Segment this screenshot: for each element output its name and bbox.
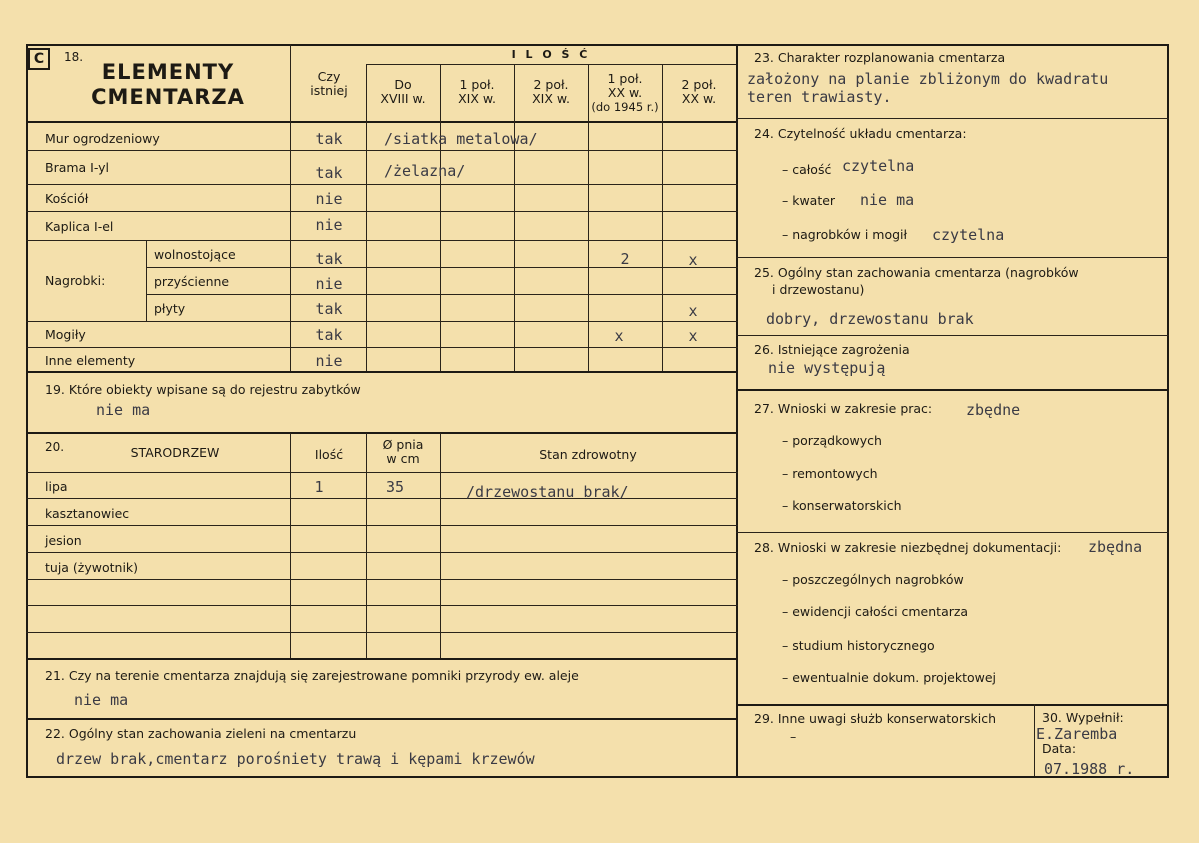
tree-diam-lipa: 35 <box>385 478 405 496</box>
q23-label: 23. Charakter rozplanowania cmentarza <box>754 50 1006 65</box>
q24-item-label-1: – całość <box>782 162 832 177</box>
note-mur: /siatka metalowa/ <box>384 130 538 148</box>
trees-col-health: Stan zdrowotny <box>539 447 637 462</box>
row-label-brama: Brama I-yl <box>45 160 110 175</box>
trees-col-count-label: Ilość <box>314 447 344 462</box>
col-exists-header: Czy istniej <box>310 69 348 98</box>
tree-health-lipa: /drzewostanu brak/ <box>466 483 629 501</box>
trees-col-diameter: Ø pnia w cm <box>382 437 424 466</box>
row-label-przyscienne: przyścienne <box>154 274 230 289</box>
trees-title: STARODRZEW <box>130 445 220 460</box>
exists-plyty: tak <box>315 300 343 318</box>
q28-item-1: – poszczególnych nagrobków <box>782 572 964 587</box>
q27-item-3: – konserwatorskich <box>782 498 902 513</box>
q30-date-label: Data: <box>1042 741 1077 756</box>
exists-brama: tak <box>315 164 343 182</box>
exists-mur: tak <box>315 130 343 148</box>
mark-wolnostojace-p4: 2 <box>620 250 630 268</box>
row-group-nagrobki: Nagrobki: <box>45 273 106 288</box>
q24-label: 24. Czytelność układu cmentarza: <box>754 126 967 141</box>
title-line-1: ELEMENTY <box>101 60 235 84</box>
q19-label: 19. Które obiekty wpisane są do rejestru zabytków <box>45 382 361 397</box>
q24-item-label-2: – kwater <box>782 193 836 208</box>
q29-label: 29. Inne uwagi służb konserwatorskich <box>754 711 996 726</box>
section-number-18: 18. <box>64 50 84 64</box>
section-title <box>68 60 268 110</box>
q24-item-label-3: – nagrobków i mogił <box>782 227 908 242</box>
q25-value: dobry, drzewostanu brak <box>766 310 974 328</box>
q21-label: 21. Czy na terenie cmentarza znajdują się zarejestrowane pomniki przyrody ew. aleje <box>45 668 579 683</box>
mark-mogily-p5: x <box>688 327 698 345</box>
tree-name-lipa: lipa <box>45 479 68 494</box>
tree-count-lipa: 1 <box>314 478 324 496</box>
tree-name-tuja: tuja (żywotnik) <box>45 560 139 575</box>
q23-value-line-1: założony na planie zbliżonym do kwadratu <box>747 70 1109 88</box>
exists-mogily: tak <box>315 326 343 344</box>
section-marker: C <box>28 48 50 70</box>
row-label-kaplica: Kaplica I-el <box>45 219 114 234</box>
period-col-4: 1 poł. XX w. (do 1945 r.) <box>591 71 659 114</box>
q22-value: drzew brak,cmentarz porośniety trawą i kępami krzewów <box>56 750 535 768</box>
q26-label: 26. Istniejące zagrożenia <box>754 342 910 357</box>
q30-name: E.Zaremba <box>1036 725 1118 743</box>
q22-label: 22. Ogólny stan zachowania zieleni na cmentarzu <box>45 726 357 741</box>
title-line-2: CMENTARZA <box>91 85 245 109</box>
row-label-mogily: Mogiły <box>45 327 86 342</box>
q20-number: 20. <box>45 440 65 454</box>
note-brama: /żelazna/ <box>384 162 466 180</box>
q27-label: 27. Wnioski w zakresie prac: <box>754 401 933 416</box>
mark-wolnostojace-p5: x <box>688 251 698 269</box>
q28-item-4: – ewentualnie dokum. projektowej <box>782 670 997 685</box>
q25-label-line-2: i drzewostanu) <box>772 282 865 297</box>
row-label-wolnostojace: wolnostojące <box>154 247 236 262</box>
q30-label: 30. Wypełnił: <box>1042 710 1124 725</box>
q28-label: 28. Wnioski w zakresie niezbędnej dokumentacji: <box>754 540 1062 555</box>
q27-value: zbędne <box>966 401 1021 419</box>
q25-label-line-1: 25. Ogólny stan zachowania cmentarza (nagrobków <box>754 265 1079 280</box>
q23-value-line-2: teren trawiasty. <box>747 88 892 106</box>
row-label-mur: Mur ogrodzeniowy <box>45 131 160 146</box>
row-label-inne: Inne elementy <box>45 353 136 368</box>
q24-item-value-1: czytelna <box>842 157 915 175</box>
ilosc-header: I L O Ś Ć <box>511 48 591 61</box>
mark-mogily-p4: x <box>614 327 624 345</box>
exists-przyscienne: nie <box>315 275 343 293</box>
q28-item-2: – ewidencji całości cmentarza <box>782 604 969 619</box>
q28-value: zbędna <box>1088 538 1143 556</box>
row-label-plyty: płyty <box>154 301 186 316</box>
period-col-1: Do XVIII w. <box>380 77 426 106</box>
period-col-5: 2 poł. XX w. <box>681 77 717 106</box>
q24-item-value-3: czytelna <box>932 226 1005 244</box>
period-col-2: 1 poł. XIX w. <box>458 77 496 106</box>
q26-value: nie występują <box>768 359 886 377</box>
q19-value: nie ma <box>96 401 151 419</box>
tree-name-kasztanowiec: kasztanowiec <box>45 506 130 521</box>
row-label-kosciol: Kościół <box>45 191 89 206</box>
q28-item-3: – studium historycznego <box>782 638 935 653</box>
tree-name-jesion: jesion <box>45 533 82 548</box>
q24-item-value-2: nie ma <box>860 191 915 209</box>
exists-kosciol: nie <box>315 190 343 208</box>
mark-plyty-p5: x <box>688 302 698 320</box>
q21-value: nie ma <box>74 691 129 709</box>
period-col-3: 2 poł. XIX w. <box>532 77 570 106</box>
q27-item-1: – porządkowych <box>782 433 882 448</box>
exists-kaplica: nie <box>315 216 343 234</box>
exists-wolnostojace: tak <box>315 250 343 268</box>
q30-date: 07.1988 r. <box>1044 760 1135 778</box>
q27-item-2: – remontowych <box>782 466 878 481</box>
q29-value: – <box>790 729 797 744</box>
exists-inne: nie <box>315 352 343 370</box>
